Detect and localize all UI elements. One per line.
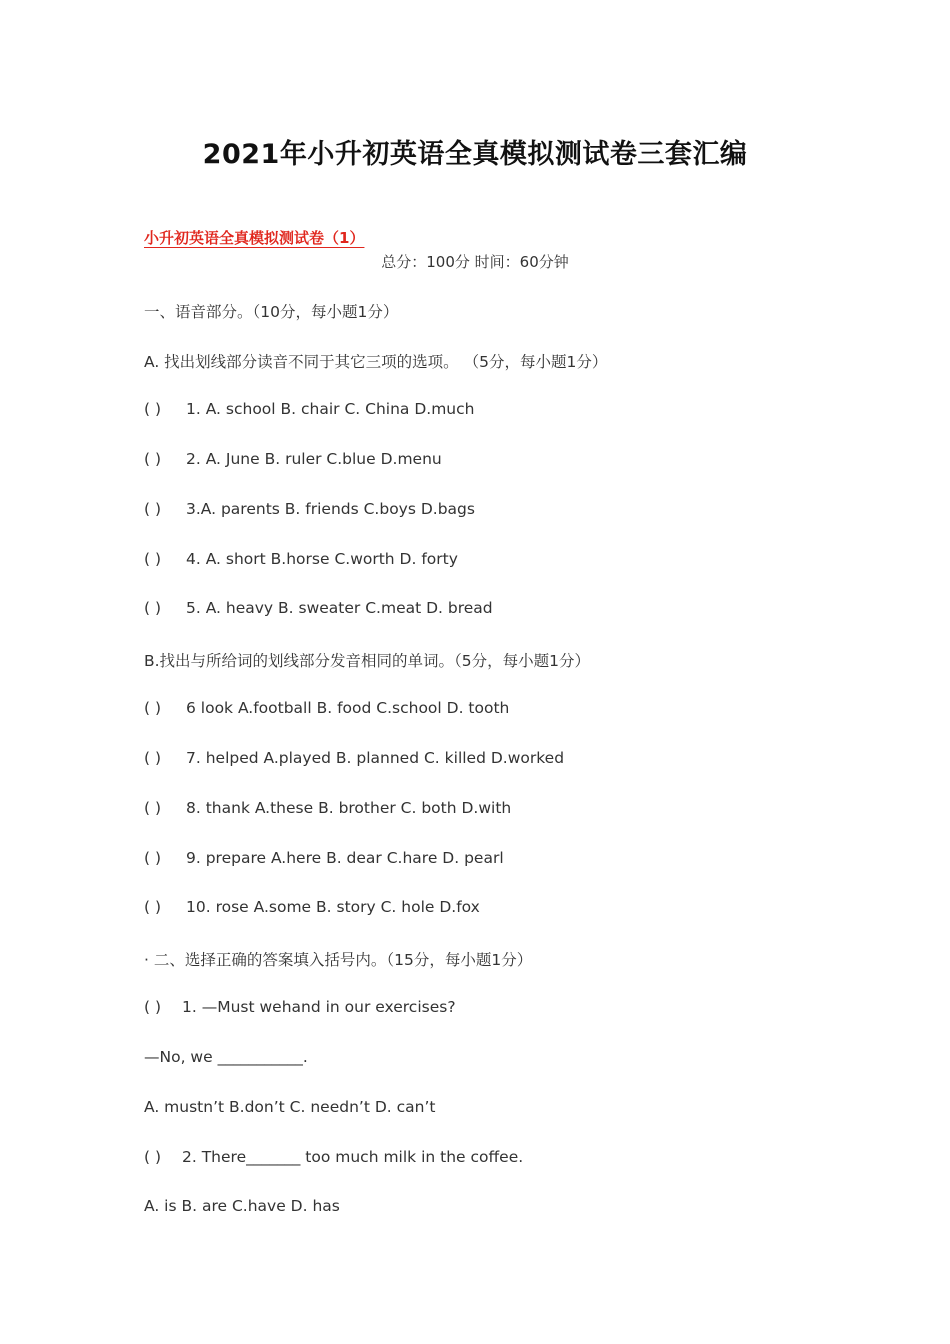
answer-options: A. mustn’t B.don’t C. needn’t D. can’t: [144, 1098, 436, 1116]
answer-blank: ( ): [144, 998, 162, 1016]
part1-heading: 一、语音部分。（10分，每小题1分）: [144, 303, 399, 321]
answer-blank: ( ): [144, 749, 162, 767]
question-row: [144, 799, 511, 817]
page-title: 2021年小升初英语全真模拟测试卷三套汇编: [202, 139, 748, 170]
question-row: [144, 749, 564, 767]
part2-heading: · 二、选择正确的答案填入括号内。（15分，每小题1分）: [144, 951, 533, 969]
question-row: [144, 550, 458, 568]
answer-blank: ( ): [144, 400, 162, 418]
question-text: 3.A. parents B. friends C.boys D.bags: [186, 500, 475, 518]
answer-blank: ( ): [144, 599, 162, 617]
answer-blank: ( ): [144, 550, 162, 568]
question-text: 4. A. short B.horse C.worth D. forty: [186, 550, 458, 568]
answer-blank: ( ): [144, 1148, 162, 1166]
question-row: [144, 1148, 523, 1166]
question-row: [144, 998, 456, 1016]
question-text: 2. There_______ too much milk in the coffee.: [182, 1148, 524, 1166]
question-text: 5. A. heavy B. sweater C.meat D. bread: [186, 599, 493, 617]
question-text: 8. thank A.these B. brother C. both D.with: [186, 799, 512, 817]
answer-options: A. is B. are C.have D. has: [144, 1197, 340, 1215]
question-row: [144, 450, 442, 468]
question-text: 7. helped A.played B. planned C. killed D.worked: [186, 749, 565, 767]
answer-blank: ( ): [144, 898, 162, 916]
question-text: 2. A. June B. ruler C.blue D.menu: [186, 450, 442, 468]
question-text: 6 look A.football B. food C.school D. tooth: [186, 699, 510, 717]
section-b-heading: B.找出与所给词的划线部分发音相同的单词。（5分，每小题1分）: [144, 652, 591, 670]
question-text: 9. prepare A.here B. dear C.hare D. pearl: [186, 849, 504, 867]
answer-blank: ( ): [144, 799, 162, 817]
score-time-info: 总分：100分 时间：60分钟: [381, 253, 569, 271]
question-row: [144, 849, 504, 867]
answer-blank: ( ): [144, 849, 162, 867]
answer-reply: —No, we ___________.: [144, 1048, 308, 1066]
question-row: [144, 699, 509, 717]
question-text: 10. rose A.some B. story C. hole D.fox: [186, 898, 480, 916]
section-a-heading: A. 找出划线部分读音不同于其它三项的选项。 （5分，每小题1分）: [144, 353, 608, 371]
question-row: [144, 500, 475, 518]
answer-blank: ( ): [144, 500, 162, 518]
question-row: [144, 898, 480, 916]
answer-blank: ( ): [144, 450, 162, 468]
question-text: 1. A. school B. chair C. China D.much: [186, 400, 475, 418]
answer-blank: ( ): [144, 699, 162, 717]
question-row: [144, 599, 493, 617]
test-subtitle: 小升初英语全真模拟测试卷（1）: [144, 229, 365, 247]
question-row: [144, 400, 474, 418]
question-text: 1. —Must wehand in our exercises?: [182, 998, 456, 1016]
